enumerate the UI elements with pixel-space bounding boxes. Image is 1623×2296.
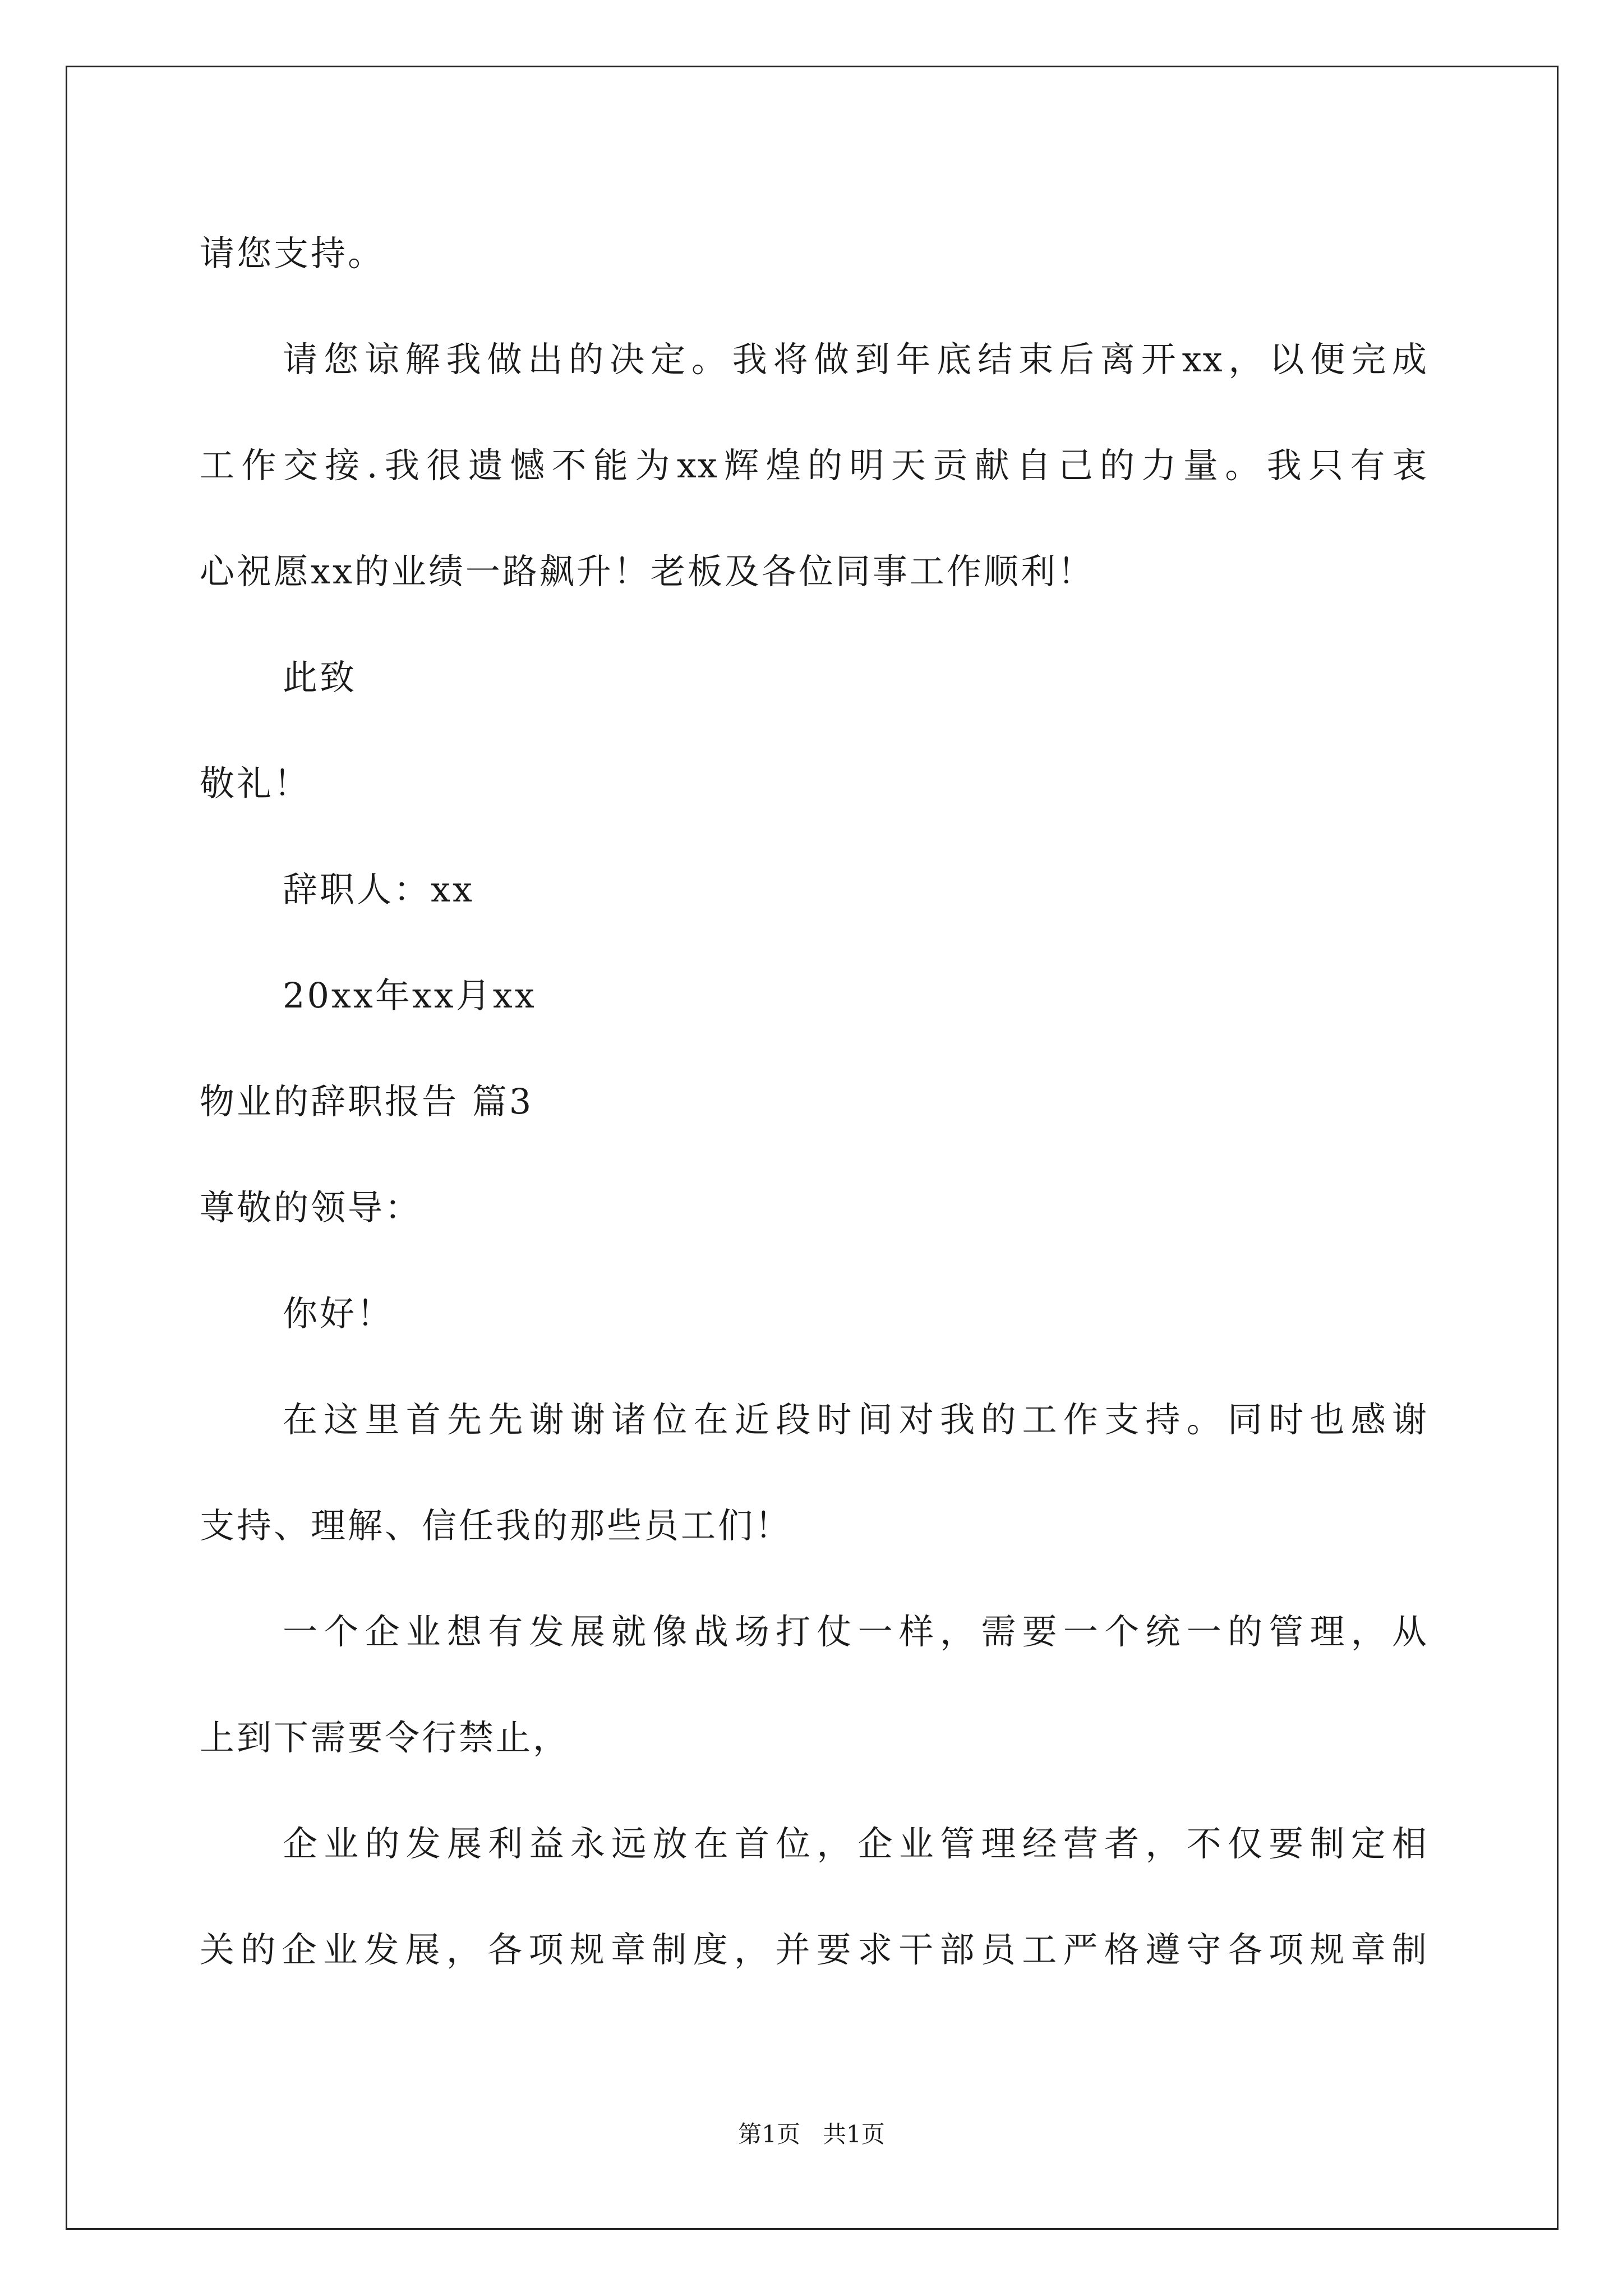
text-line: 请您支持。 <box>200 233 385 274</box>
paragraph-line: 企业的发展利益永远放在首位，企业管理经营者，不仅要制定相 <box>283 1823 1428 1864</box>
closing-regards: 敬礼！ <box>200 763 311 804</box>
paragraph-line: 关的企业发展，各项规章制度，并要求干部员工严格遵守各项规章制 <box>200 1929 1428 1970</box>
paragraph-line: 请您谅解我做出的决定。我将做到年底结束后离开xx，以便完成 <box>283 339 1428 380</box>
paragraph-line: 工作交接.我很遗憾不能为xx辉煌的明天贡献自己的力量。我只有衷 <box>200 445 1428 486</box>
section-heading: 物业的辞职报告 篇3 <box>200 1081 534 1122</box>
paragraph-line: 上到下需要令行禁止， <box>200 1717 570 1758</box>
page-frame <box>66 66 1559 2230</box>
signature-date: 20xx年xx月xx <box>283 975 537 1016</box>
paragraph-line: 支持、理解、信任我的那些员工们！ <box>200 1505 792 1546</box>
paragraph-line: 一个企业想有发展就像战场打仗一样，需要一个统一的管理，从 <box>283 1611 1428 1652</box>
signature-name: 辞职人：xx <box>283 869 474 910</box>
greeting: 尊敬的领导： <box>200 1187 422 1228</box>
closing-salutation: 此致 <box>283 657 357 698</box>
paragraph-line: 心祝愿xx的业绩一路飙升！老板及各位同事工作顺利！ <box>200 551 1095 592</box>
page-number-footer: 第1页 共1页 <box>738 2120 885 2148</box>
greeting-hello: 你好！ <box>283 1293 394 1334</box>
paragraph-line: 在这里首先先谢谢诸位在近段时间对我的工作支持。同时也感谢 <box>283 1399 1428 1440</box>
